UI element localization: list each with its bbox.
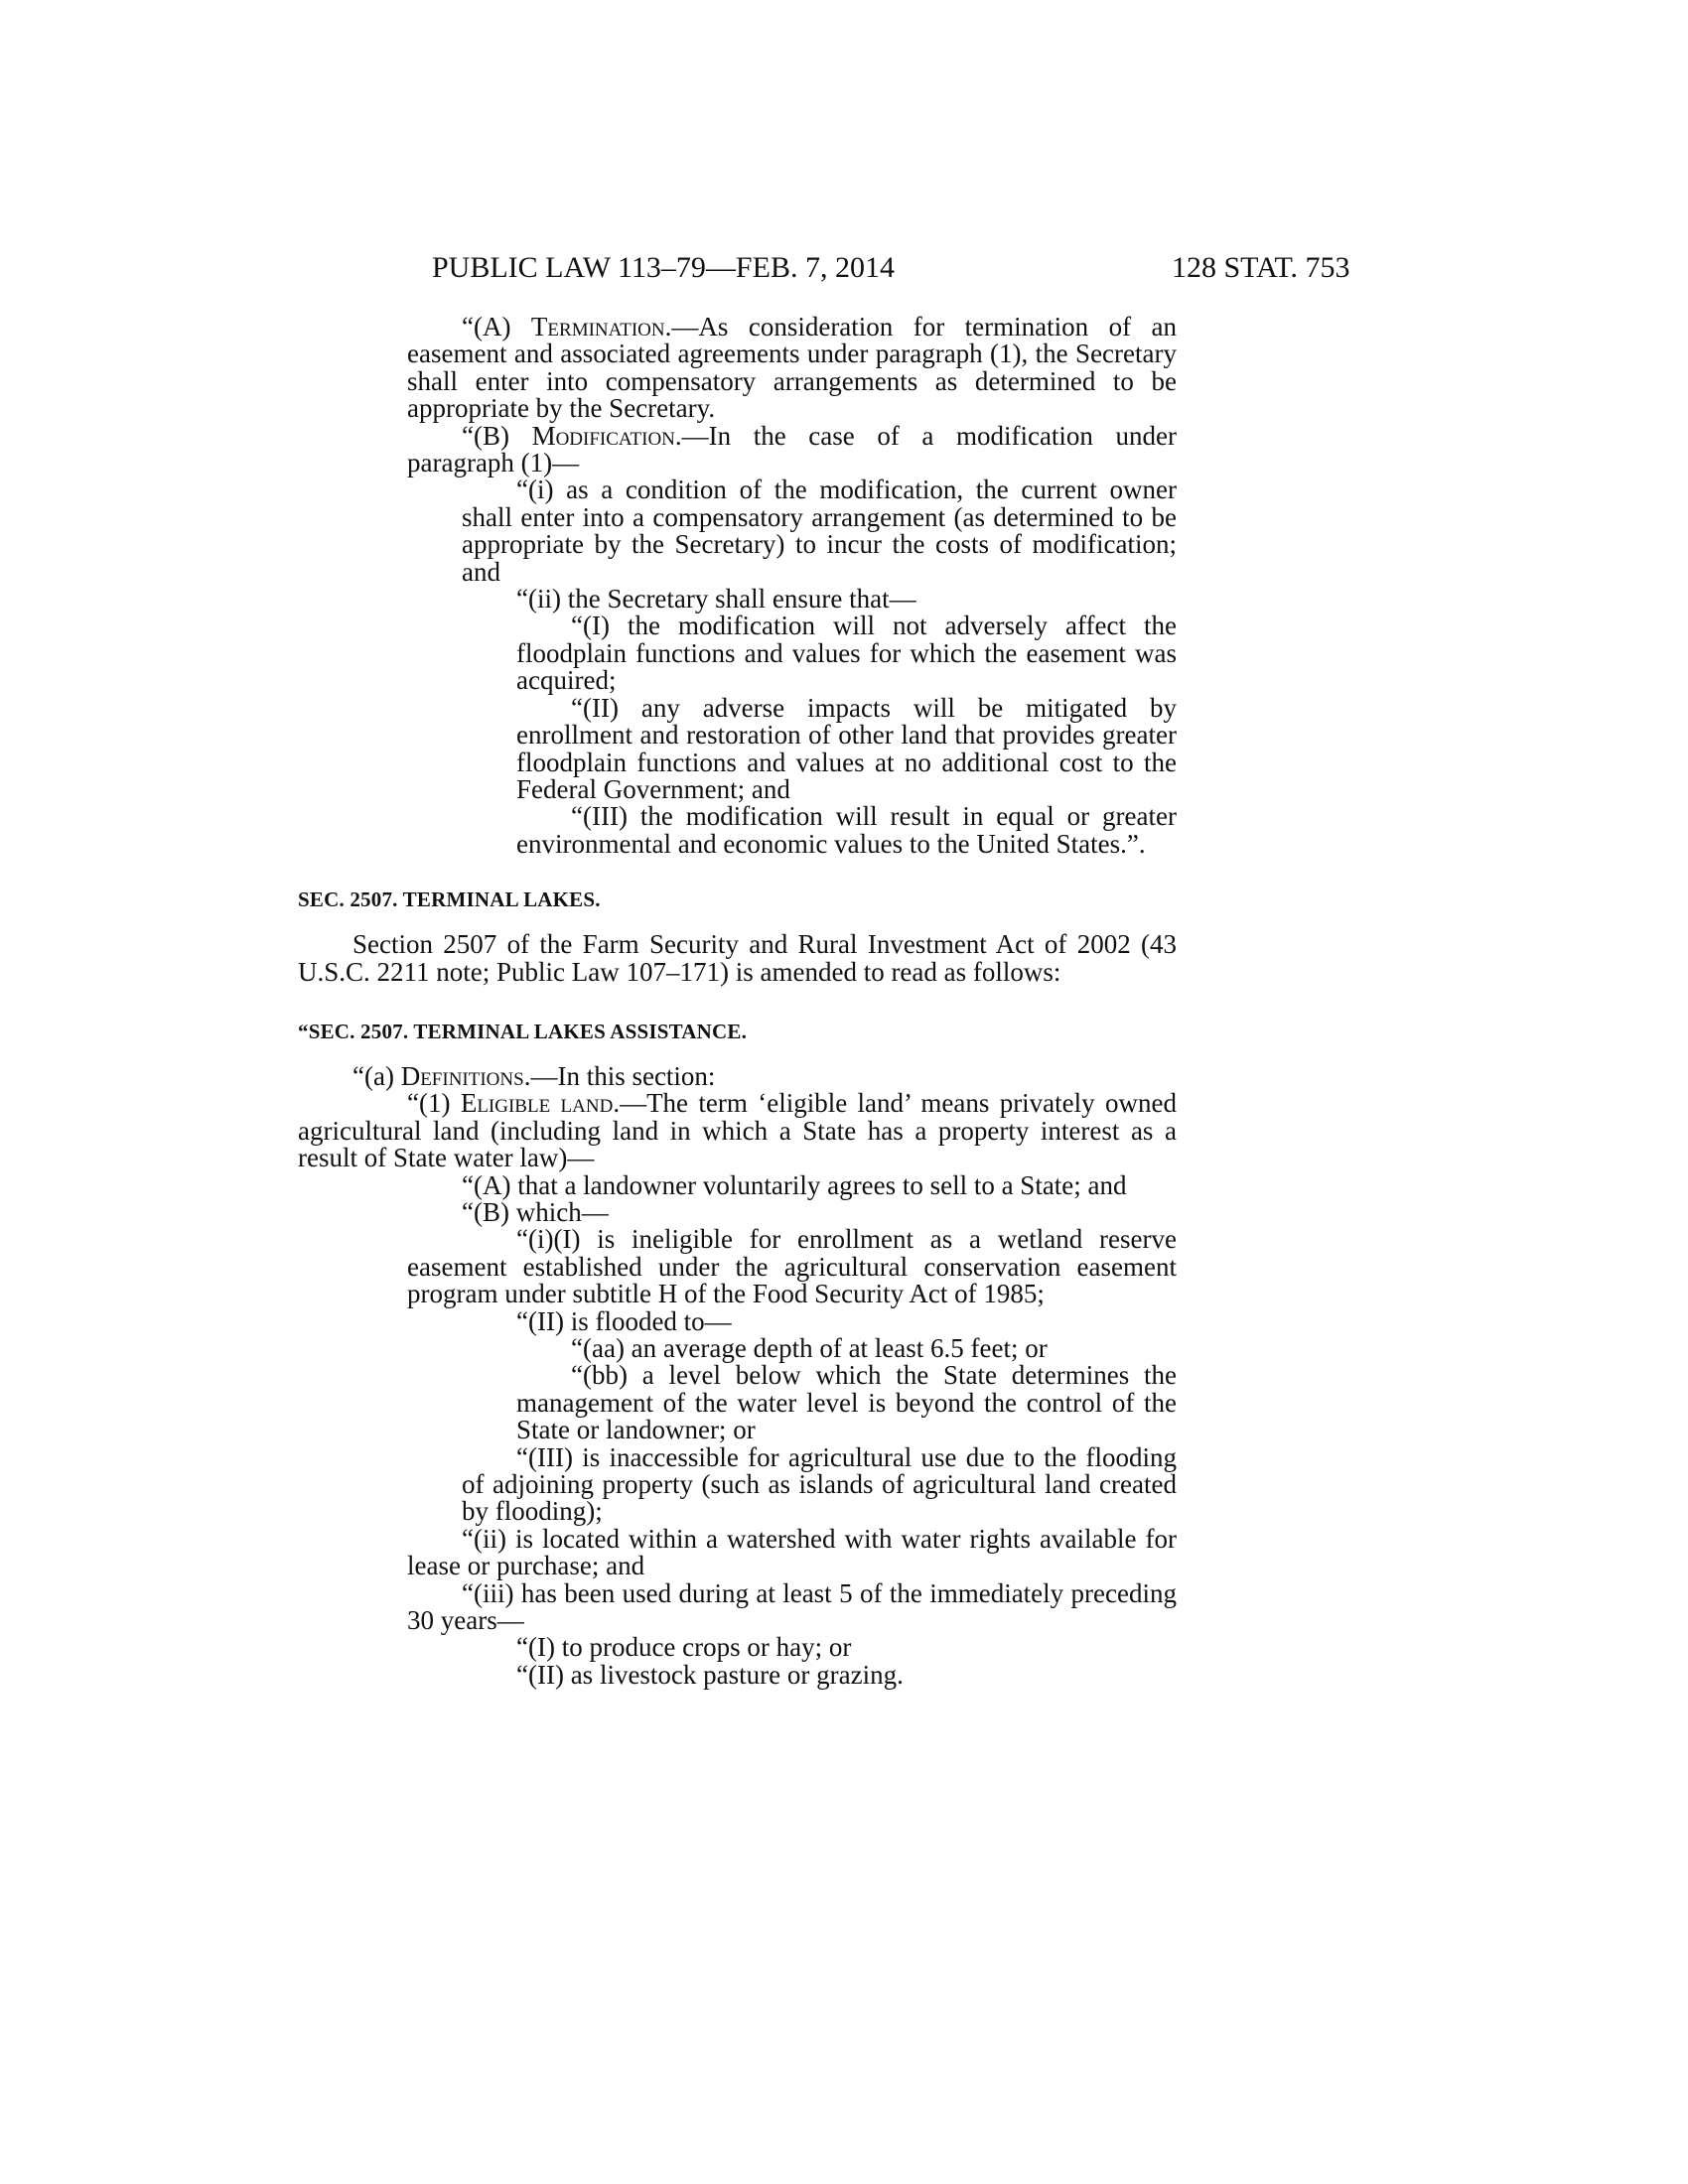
page-header <box>0 246 1688 290</box>
clause-eligible-B-ii: “(ii) is located within a watershed with water rights available for lease or purchase; and <box>407 1523 1177 1581</box>
definitions-heading: Definitions <box>400 1060 524 1091</box>
subclause-b-ii-I: “(I) the modification will not adversely affect the floodplain functions and values for which the easement was acquired; <box>516 611 1177 696</box>
paragraph-a-definitions: “(a) Definitions.—In this section: <box>352 1060 716 1091</box>
paragraph-a-termination: “(A) Termination.—As consideration for termination of an easement and associated agreements under paragraph (1), the Secretary shall enter into compensatory arrangements as determined to be appropriate by the Secretary. <box>407 312 1178 424</box>
paragraph-b-modification: “(B) Modification.—In the case of a modification under paragraph (1)— <box>407 420 1177 478</box>
subclause-b-ii-III: “(III) the modification will result in equal or greater environmental and economic values to the United States.”. <box>516 801 1177 859</box>
clause-eligible-B-iii: “(iii) has been used during at least 5 of the immediately preceding 30 years— <box>407 1577 1177 1636</box>
subclause-b-ii-II: “(II) any adverse impacts will be mitigated by enrollment and restoration of other land that provides greater floodplain functions and values at no additional cost to the Federal Government; and <box>516 692 1177 804</box>
section-2507-text: Section 2507 of the Farm Security and Rural Investment Act of 2002 (43 U.S.C. 2211 note; Public Law 107–171) is amended to read as follows: <box>298 929 1177 987</box>
subclause-eligible-B-II: “(II) is flooded to— <box>516 1305 732 1336</box>
item-eligible-B-aa: “(aa) an average depth of at least 6.5 feet; or <box>571 1333 1048 1363</box>
clause-eligible-B-i-I: “(i)(I) is ineligible for enrollment as a wetland reserve easement established under the agricultural conservation easement program under subtitle H of the Food Security Act of 1985; <box>407 1224 1177 1309</box>
subparagraph-eligible-B: “(B) which— <box>462 1196 609 1227</box>
subparagraph-eligible-A: “(A) that a landowner voluntarily agrees to sell to a State; and <box>462 1169 1127 1200</box>
running-head-title: PUBLIC LAW 113–79—FEB. 7, 2014 <box>432 251 895 284</box>
section-2507-heading: SEC. 2507. TERMINAL LAKES. <box>298 887 601 912</box>
section-2507-assistance-heading: “SEC. 2507. TERMINAL LAKES ASSISTANCE. <box>298 1019 748 1043</box>
eligible-land-heading: Eligible land <box>460 1088 614 1119</box>
paragraph-eligible-land: “(1) Eligible land.—The term ‘eligible land’ means privately owned agricultural land (including land in which a State has a property interest as a result of State water law)— <box>298 1088 1177 1173</box>
statute-page-number: 128 STAT. 753 <box>1172 251 1350 284</box>
item-eligible-B-bb: “(bb) a level below which the State determines the management of the water level is beyond the control of the State or landowner; or <box>516 1360 1177 1445</box>
subclause-eligible-B-iii-II: “(II) as livestock pasture or grazing. <box>516 1659 904 1690</box>
termination-heading: Termination <box>530 312 665 341</box>
document-body <box>298 314 1177 1689</box>
clause-b-i: “(i) as a condition of the modification, the current owner shall enter into a compensatory arrangement (as determined to be appropriate by the Secretary) to incur the costs of modification; and <box>462 475 1177 587</box>
modification-heading: Modification <box>531 420 675 451</box>
subclause-eligible-B-iii-I: “(I) to produce crops or hay; or <box>516 1632 852 1663</box>
subclause-eligible-B-III: “(III) is inaccessible for agricultural use due to the flooding of adjoining property (such as islands of agricultural land created by flooding); <box>462 1441 1177 1527</box>
clause-b-ii: “(ii) the Secretary shall ensure that— <box>516 584 916 614</box>
